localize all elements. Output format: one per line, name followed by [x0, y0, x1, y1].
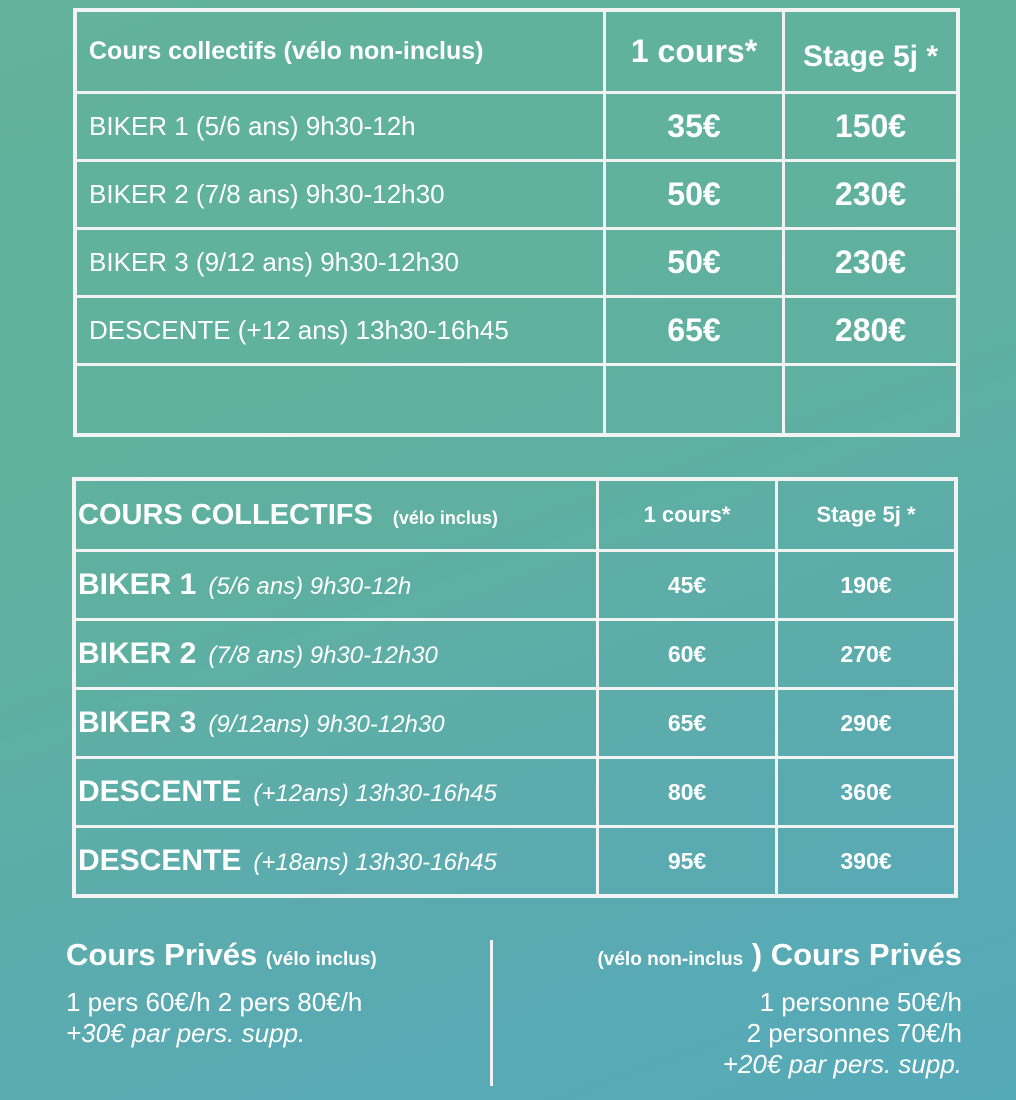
course-detail: (+12ans) 13h30-16h45: [253, 780, 497, 807]
camp-price: 190€: [777, 551, 957, 620]
course-price: 65€: [605, 297, 784, 365]
course-price: 50€: [605, 161, 784, 229]
camp-price: 230€: [784, 161, 959, 229]
course-price: 60€: [598, 620, 777, 689]
private-lessons-bike-included: [66, 937, 396, 1049]
table-row: [75, 229, 958, 297]
course-name: BIKER 2: [78, 637, 197, 670]
course-price: 80€: [598, 758, 777, 827]
course-cell: [74, 827, 598, 897]
private-lessons-paren: ): [751, 937, 763, 972]
table-subtitle: (vélo inclus): [392, 507, 498, 528]
course-name: BIKER 2 (7/8 ans) 9h30-12h30: [75, 161, 605, 229]
table-title-cell: [74, 479, 598, 551]
table-title: Cours collectifs (vélo non-inclus): [75, 10, 605, 93]
table-row: [74, 551, 956, 620]
course-price: 95€: [598, 827, 777, 897]
camp-price: 150€: [784, 93, 959, 161]
private-price-line: 1 personne 50€/h: [759, 987, 962, 1017]
course-price: 45€: [598, 551, 777, 620]
section-divider: [490, 940, 493, 1086]
table-row: [74, 758, 956, 827]
table-title: COURS COLLECTIFS: [78, 498, 373, 531]
empty-cell: [784, 365, 959, 436]
empty-cell: [605, 365, 784, 436]
private-lessons-heading: [66, 937, 396, 973]
private-extra-person: +30€ par pers. supp.: [66, 1018, 306, 1048]
course-cell: [74, 620, 598, 689]
table-row: [74, 827, 956, 897]
table-header-row: [75, 10, 958, 93]
camp-price: 290€: [777, 689, 957, 758]
column-header-5-day-camp: Stage 5j *: [784, 10, 959, 93]
course-detail: (7/8 ans) 9h30-12h30: [208, 642, 438, 669]
private-extra-person: +20€ par pers. supp.: [722, 1049, 962, 1079]
camp-price: 230€: [784, 229, 959, 297]
private-lessons-prices: [66, 987, 396, 1049]
course-price: 65€: [598, 689, 777, 758]
course-price: 35€: [605, 93, 784, 161]
private-lessons-title: Cours Privés: [66, 937, 258, 972]
course-detail: (5/6 ans) 9h30-12h: [208, 573, 412, 600]
private-lessons-heading: [522, 937, 962, 973]
course-detail: (9/12ans) 9h30-12h30: [208, 711, 445, 738]
table-row: [75, 297, 958, 365]
private-lessons-bike-not-included: [522, 937, 962, 1080]
empty-cell: [75, 365, 605, 436]
pricing-table-bike-not-included: [73, 8, 960, 437]
course-name: BIKER 3: [78, 706, 197, 739]
course-price: 50€: [605, 229, 784, 297]
course-name: BIKER 3 (9/12 ans) 9h30-12h30: [75, 229, 605, 297]
private-lessons-title: Cours Privés: [770, 937, 962, 972]
course-cell: [74, 551, 598, 620]
course-name: DESCENTE (+12 ans) 13h30-16h45: [75, 297, 605, 365]
private-lessons-subtitle: (vélo non-inclus: [597, 949, 744, 970]
table-header-row: [74, 479, 956, 551]
camp-price: 360€: [777, 758, 957, 827]
column-header-5-day-camp: Stage 5j *: [777, 479, 957, 551]
course-name: DESCENTE: [78, 844, 242, 877]
private-lessons-prices: [522, 987, 962, 1080]
column-header-single-course: 1 cours*: [605, 10, 784, 93]
course-name: BIKER 1 (5/6 ans) 9h30-12h: [75, 93, 605, 161]
empty-row: [75, 365, 958, 436]
pricing-table-bike-included: [72, 477, 958, 898]
table-row: [75, 161, 958, 229]
table-row: [74, 689, 956, 758]
table-row: [75, 93, 958, 161]
private-lessons-subtitle: (vélo inclus): [265, 949, 377, 970]
private-price-line: 2 personnes 70€/h: [746, 1018, 962, 1048]
camp-price: 270€: [777, 620, 957, 689]
course-detail: (+18ans) 13h30-16h45: [253, 849, 497, 876]
course-cell: [74, 689, 598, 758]
table-row: [74, 620, 956, 689]
camp-price: 390€: [777, 827, 957, 897]
course-name: BIKER 1: [78, 568, 197, 601]
column-header-single-course: 1 cours*: [598, 479, 777, 551]
course-name: DESCENTE: [78, 775, 242, 808]
course-cell: [74, 758, 598, 827]
private-price-line: 1 pers 60€/h 2 pers 80€/h: [66, 987, 363, 1017]
camp-price: 280€: [784, 297, 959, 365]
